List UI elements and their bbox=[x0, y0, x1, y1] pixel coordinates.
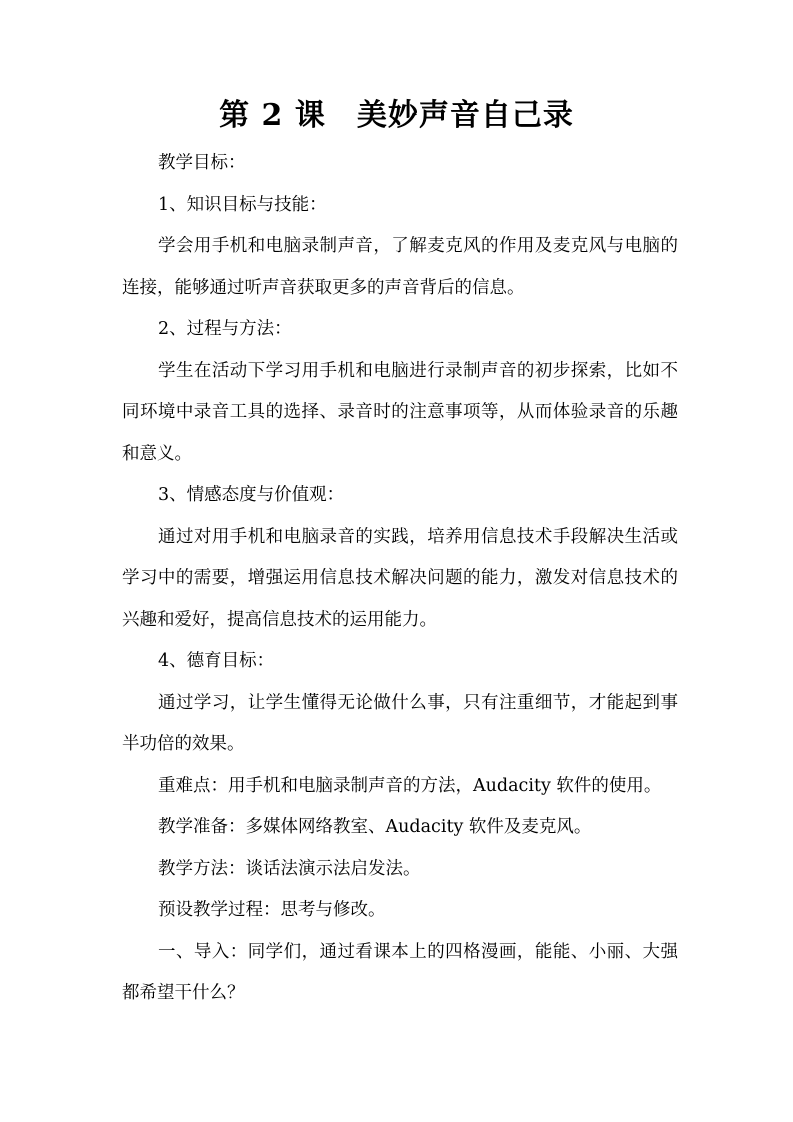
heading-emotion-values: 3、情感态度与价值观： bbox=[158, 485, 345, 505]
paragraph-introduction: 一、导入：同学们，通过看课本上的四格漫画，能能、小丽、大强都希望干什么？ bbox=[122, 941, 678, 1003]
heading-moral-goals: 4、德育目标： bbox=[158, 651, 275, 671]
document-body bbox=[122, 143, 678, 1015]
heading-knowledge-skills: 1、知识目标与技能： bbox=[158, 194, 327, 215]
paragraph-emotion-values: 通过对用手机和电脑录音的实践，培养用信息技术手段解决生活或学习中的需要，增强运用信息技术解决问题的能力，激发对信息技术的兴趣和爱好，提高信息技术的运用能力。 bbox=[122, 526, 678, 630]
paragraph-moral-goals: 通过学习，让学生懂得无论做什么事，只有注重细节，才能起到事半功倍的效果。 bbox=[122, 692, 678, 754]
paragraph-process-method: 学生在活动下学习用手机和电脑进行录制声音的初步探索，比如不同环境中录音工具的选择、录音时的注意事项等，从而体验录音的乐趣和意义。 bbox=[122, 360, 678, 464]
paragraph-knowledge-skills: 学会用手机和电脑录制声音，了解麦克风的作用及麦克风与电脑的连接，能够通过听声音获取更多的声音背后的信息。 bbox=[122, 236, 678, 298]
paragraph-key-points: 重难点：用手机和电脑录制声音的方法，Audacity 软件的使用。 bbox=[158, 775, 662, 796]
heading-process-method: 2、过程与方法： bbox=[158, 319, 292, 339]
paragraph-teaching-preparation: 教学准备：多媒体网络教室、Audacity 软件及麦克风。 bbox=[158, 817, 592, 837]
paragraph-teaching-methods: 教学方法：谈话法演示法启发法。 bbox=[158, 858, 421, 879]
paragraph-teaching-process: 预设教学过程：思考与修改。 bbox=[158, 900, 386, 920]
heading-teaching-goals: 教学目标： bbox=[158, 153, 246, 173]
lesson-title: 第 2 课 美妙声音自己录 bbox=[219, 98, 574, 133]
